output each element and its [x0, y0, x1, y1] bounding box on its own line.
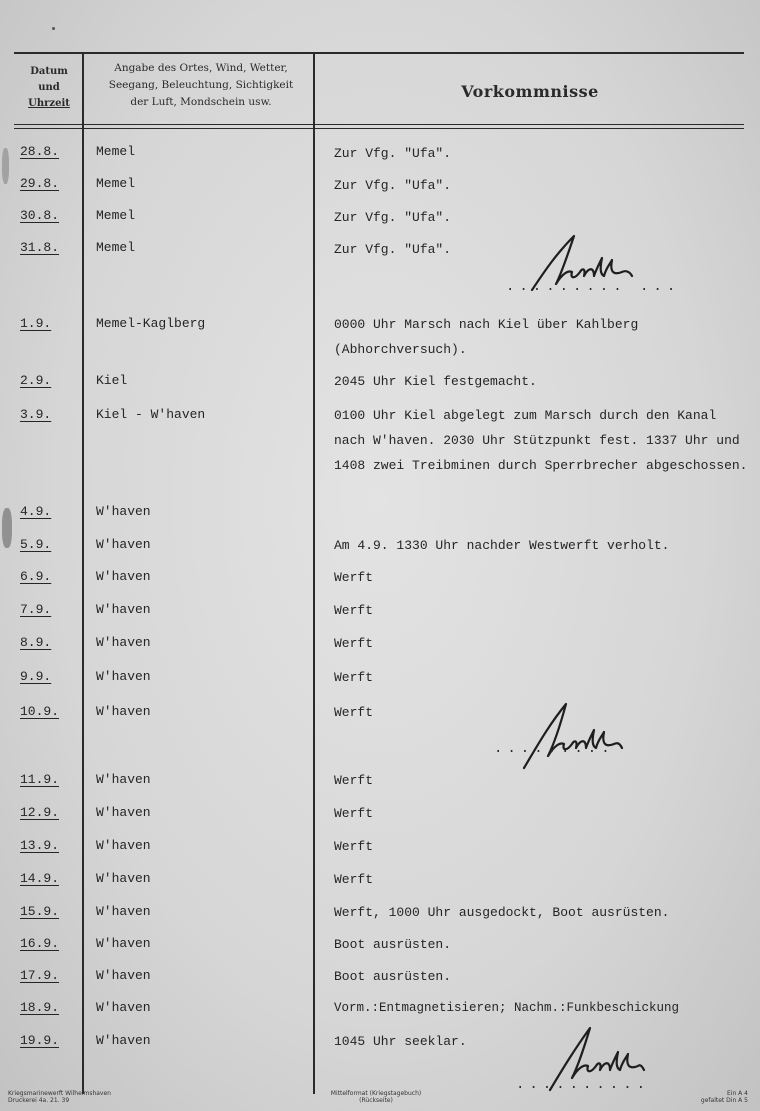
footer-center-imprint — [316, 1090, 436, 1104]
ink-speck — [2, 148, 9, 184]
column-header-date-line: und — [38, 82, 60, 93]
row-place: Memel-Kaglberg — [96, 316, 206, 331]
row-event: Zur Vfg. "Ufa". — [334, 178, 452, 193]
footer-left-line: Druckerei 4a. 21. 39 — [8, 1097, 70, 1104]
row-event: Zur Vfg. "Ufa". — [334, 146, 452, 161]
row-place: W'haven — [96, 838, 151, 853]
row-date: 31.8. — [20, 240, 60, 255]
row-event: Werft — [334, 705, 374, 720]
row-date: 19.9. — [20, 1033, 60, 1048]
row-event: Werft — [334, 636, 374, 651]
signature-dotted-line: ········· — [494, 744, 615, 760]
row-date: 11.9. — [20, 772, 60, 787]
signature-dotted-line: ········· ··· — [506, 282, 681, 298]
row-place: W'haven — [96, 805, 151, 820]
row-date: 12.9. — [20, 805, 60, 820]
row-date: 14.9. — [20, 871, 60, 886]
row-date: 1.9. — [20, 316, 52, 331]
row-place: W'haven — [96, 569, 151, 584]
row-place: W'haven — [96, 504, 151, 519]
row-place: W'haven — [96, 537, 151, 552]
header-top-rule — [14, 52, 744, 54]
footer-center-line: Mittelformat (Kriegstagebuch) — [330, 1090, 422, 1097]
header-bottom-rule — [14, 124, 744, 125]
row-event: Werft — [334, 872, 374, 887]
row-event: Werft — [334, 603, 374, 618]
row-event: Am 4.9. 1330 Uhr nachder Westwerft verholt. — [334, 538, 670, 553]
row-place: Memel — [96, 208, 136, 223]
row-date: 2.9. — [20, 373, 52, 388]
footer-right-line: gefaltet Din A 5 — [700, 1097, 748, 1104]
row-event: Werft — [334, 839, 374, 854]
header-bottom-rule-2 — [14, 128, 744, 129]
footer-left-line: Kriegsmarinewerft Wilhelmshaven — [8, 1090, 111, 1097]
column-divider-date — [82, 54, 84, 1094]
signature-2 — [520, 700, 624, 772]
row-date: 6.9. — [20, 569, 52, 584]
column-header-place-line: Angabe des Ortes, Wind, Wetter, — [114, 62, 288, 74]
row-place: Kiel - W'haven — [96, 407, 206, 422]
row-date: 4.9. — [20, 504, 52, 519]
signature-dotted-line: ·········· — [516, 1080, 651, 1096]
row-place: W'haven — [96, 669, 151, 684]
row-date: 28.8. — [20, 144, 60, 159]
row-place: W'haven — [96, 936, 151, 951]
column-header-place-line: Seegang, Beleuchtung, Sichtigkeit — [108, 79, 294, 91]
row-date: 7.9. — [20, 602, 52, 617]
footer-right-line: Ein A 4 — [727, 1090, 748, 1097]
row-event: 1045 Uhr seeklar. — [334, 1034, 467, 1049]
row-event: Werft — [334, 806, 374, 821]
footer-left-imprint — [8, 1090, 148, 1104]
row-place: W'haven — [96, 772, 151, 787]
row-date: 5.9. — [20, 537, 52, 552]
row-date: 3.9. — [20, 407, 52, 422]
row-event: Werft, 1000 Uhr ausgedockt, Boot ausrüsten. — [334, 905, 670, 920]
row-place: Memel — [96, 176, 136, 191]
row-date: 18.9. — [20, 1000, 60, 1015]
footer-center-line: (Rückseite) — [359, 1097, 393, 1104]
row-place: Kiel — [96, 373, 128, 388]
row-event: Werft — [334, 670, 374, 685]
row-date: 15.9. — [20, 904, 60, 919]
row-place: W'haven — [96, 871, 151, 886]
row-event: Vorm.:Entmagnetisieren; Nachm.:Funkbeschickung — [334, 1001, 680, 1015]
column-header-date-line: Datum — [30, 66, 68, 77]
row-place: W'haven — [96, 704, 151, 719]
row-event: 0100 Uhr Kiel abgelegt zum Marsch durch den Kanal nach W'haven. 2030 Uhr Stützpunkt fest. 1337 Uhr und 1408 zwei Treibminen durch Sperrbrecher abgeschossen. — [334, 408, 748, 473]
footer-right-imprint — [668, 1090, 748, 1104]
row-date: 16.9. — [20, 936, 60, 951]
row-place: W'haven — [96, 968, 151, 983]
row-date: 8.9. — [20, 635, 52, 650]
row-event: Zur Vfg. "Ufa". — [334, 242, 452, 257]
column-header-date — [14, 64, 84, 112]
row-place: W'haven — [96, 1033, 151, 1048]
row-place: W'haven — [96, 635, 151, 650]
row-event: Boot ausrüsten. — [334, 937, 452, 952]
row-place: Memel — [96, 144, 136, 159]
row-date: 9.9. — [20, 669, 52, 684]
row-place: W'haven — [96, 1000, 151, 1015]
row-place: W'haven — [96, 602, 151, 617]
column-header-date-line: Uhrzeit — [28, 98, 70, 109]
row-date: 30.8. — [20, 208, 60, 223]
row-date: 17.9. — [20, 968, 60, 983]
row-event: Boot ausrüsten. — [334, 969, 452, 984]
row-event: Werft — [334, 570, 374, 585]
row-event: Werft — [334, 773, 374, 788]
ink-speck — [52, 27, 55, 30]
column-header-place-line: der Luft, Mondschein usw. — [130, 96, 272, 108]
row-date: 29.8. — [20, 176, 60, 191]
row-event: Zur Vfg. "Ufa". — [334, 210, 452, 225]
column-divider-place — [313, 54, 315, 1094]
row-place: W'haven — [96, 904, 151, 919]
column-header-events: Vorkommnisse — [461, 82, 599, 101]
column-header-place — [88, 60, 314, 111]
row-date: 13.9. — [20, 838, 60, 853]
ink-speck — [2, 508, 12, 548]
row-date: 10.9. — [20, 704, 60, 719]
row-event: 2045 Uhr Kiel festgemacht. — [334, 374, 537, 389]
row-place: Memel — [96, 240, 136, 255]
row-event: 0000 Uhr Marsch nach Kiel über Kahlberg (Abhorchversuch). — [334, 317, 639, 357]
